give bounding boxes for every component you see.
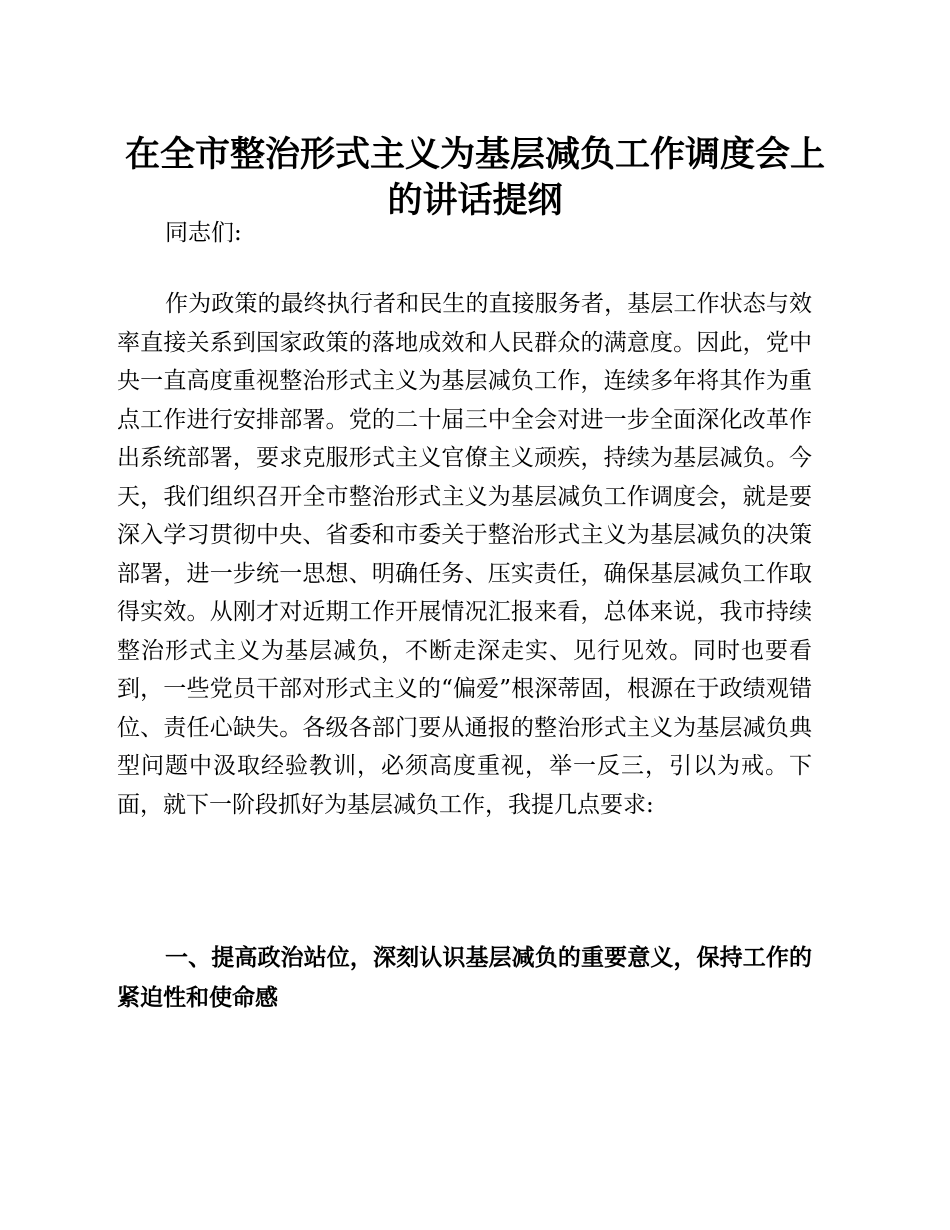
document-title: 在全市整治形式主义为基层减负工作调度会上的讲话提纲 (124, 134, 825, 221)
salutation: 同志们: (165, 220, 242, 246)
section-heading-1: 一、提高政治站位，深刻认识基层减负的重要意义，保持工作的紧迫性和使命感 (117, 945, 812, 1011)
body-paragraph: 作为政策的最终执行者和民生的直接服务者，基层工作状态与效率直接关系到国家政策的落地成效和人民群众的满意度。因此，党中央一直高度重视整治形式主义为基层减负工作，连续多年将其作为重点工作进行安排部署。党的二十届三中全会对进一步全面深化改革作出系统部署，要求克服形式主义官僚主义顽疾，持续为基层减负。今天，我们组织召开全市整治形式主义为基层减负工作调度会，就是要深入学习贯彻中央、省委和市委关于整治形式主义为基层减负的决策部署，进一步统一思想、明确任务、压实责任，确保基层减负工作取得实效。从刚才对近期工作开展情况汇报来看，总体来说，我市持续整治形式主义为基层减负，不断走深走实、见行见效。同时也要看到，一些党员干部对形式主义的“偏爱”根深蒂固，根源在于政绩观错位、责任心缺失。各级各部门要从通报的整治形式主义为基层减负典型问题中汲取经验教训，必须高度重视，举一反三，引以为戒。下面，就下一阶段抓好为基层减负工作，我提几点要求: (117, 291, 812, 818)
